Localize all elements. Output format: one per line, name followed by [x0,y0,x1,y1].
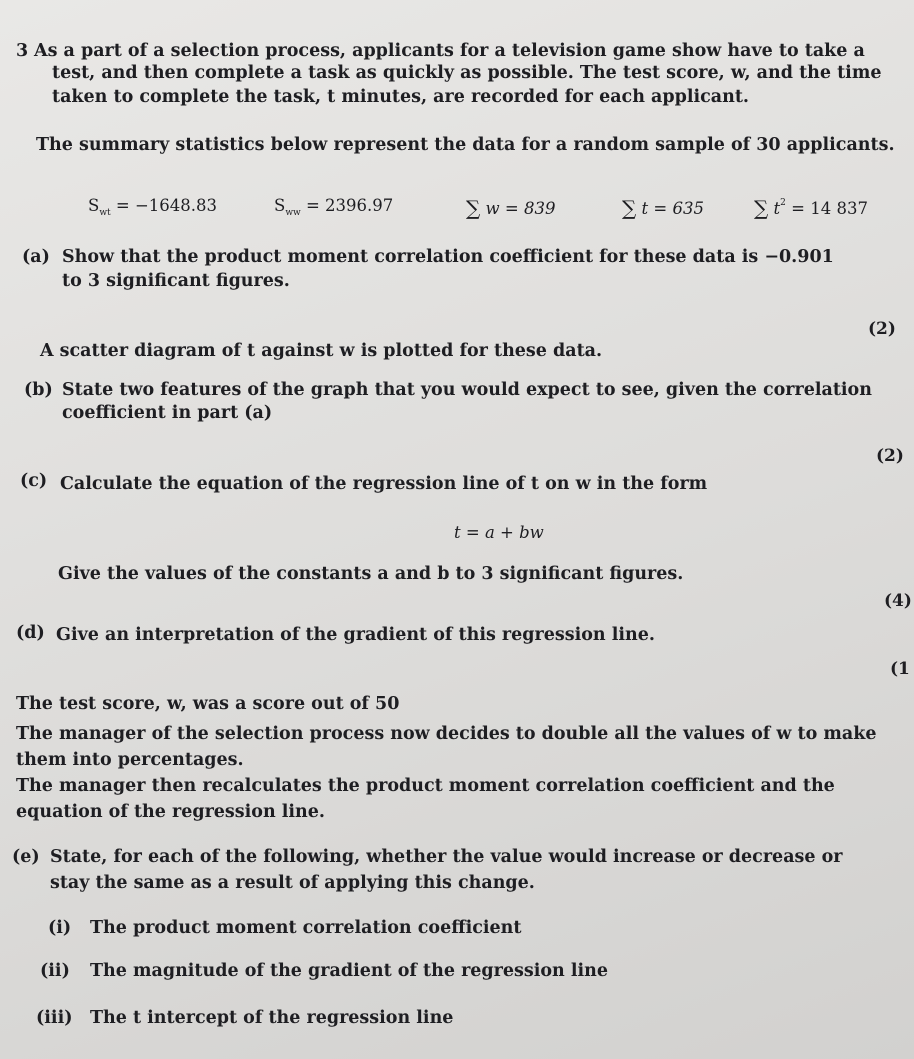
part-e-line-1: State, for each of the following, whether the value would increase or decrease or [50,847,843,867]
part-d-label: (d) [16,623,45,643]
part-e-item-i-text: The product moment correlation coefficient [90,918,522,938]
part-b-label: (b) [24,380,53,400]
stat-swt: $S_{wt} = -1648.83$ [88,196,218,218]
part-d-marks: (1 [890,659,910,679]
part-b-marks: (2) [876,446,904,466]
context-line-4: The manager then recalculates the product moment correlation coefficient and the [16,776,835,796]
part-e-item-i-label: (i) [48,918,72,938]
stat-sww: $S_{ww} = 2396.97$ [274,196,394,218]
stat-sum-w: ∑ w = 839 [466,196,556,220]
part-c-label: (c) [20,471,48,491]
sigma-icon: ∑ [622,196,637,220]
part-a-line-2: to 3 significant figures. [62,271,290,291]
regression-equation: t = a + bw [454,523,544,542]
intro-line-3: taken to complete the task, t minutes, are recorded for each applicant. [52,87,750,107]
part-e-item-ii-label: (ii) [40,961,70,981]
part-c-marks: (4) [884,591,912,611]
part-e-item-ii-text: The magnitude of the gradient of the regression line [90,961,609,981]
part-e-line-2: stay the same as a result of applying this change. [50,873,535,893]
part-b-line-2: coefficient in part (a) [62,403,273,423]
part-a-label: (a) [22,247,50,267]
context-line-3: them into percentages. [16,750,244,770]
sigma-icon: ∑ [466,196,481,220]
stat-sum-t: ∑ t = 635 [622,196,704,220]
sigma-icon: ∑ [754,196,769,220]
intro-line-2: test, and then complete a task as quickly as possible. The test score, w, and the time [52,63,882,83]
part-c-line: Calculate the equation of the regression line of t on w in the form [60,474,708,494]
intro-line-1: As a part of a selection process, applicants for a television game show have to take a [34,41,865,61]
part-e-item-iii-text: The t intercept of the regression line [90,1008,454,1028]
context-line-5: equation of the regression line. [16,802,326,822]
part-a-marks: (2) [868,319,896,339]
context-line-1: The test score, w, was a score out of 50 [16,694,400,714]
part-a-line-1: Show that the product moment correlation coefficient for these data is −0.901 [62,247,834,267]
stat-sum-t-squared: ∑ $t^2 = 14$ 837 [754,196,868,220]
context-line-2: The manager of the selection process now decides to double all the values of w to make [16,724,877,744]
summary-statement: The summary statistics below represent the data for a random sample of 30 applicants. [36,135,895,155]
scatter-statement: A scatter diagram of t against w is plotted for these data. [40,341,603,361]
part-b-line-1: State two features of the graph that you would expect to see, given the correlation [62,380,872,400]
part-e-label: (e) [12,847,40,867]
question-number: 3 [16,41,29,61]
part-d-line: Give an interpretation of the gradient of this regression line. [56,625,655,645]
part-e-item-iii-label: (iii) [36,1008,73,1028]
part-c-give-line: Give the values of the constants a and b to 3 significant figures. [58,564,684,584]
